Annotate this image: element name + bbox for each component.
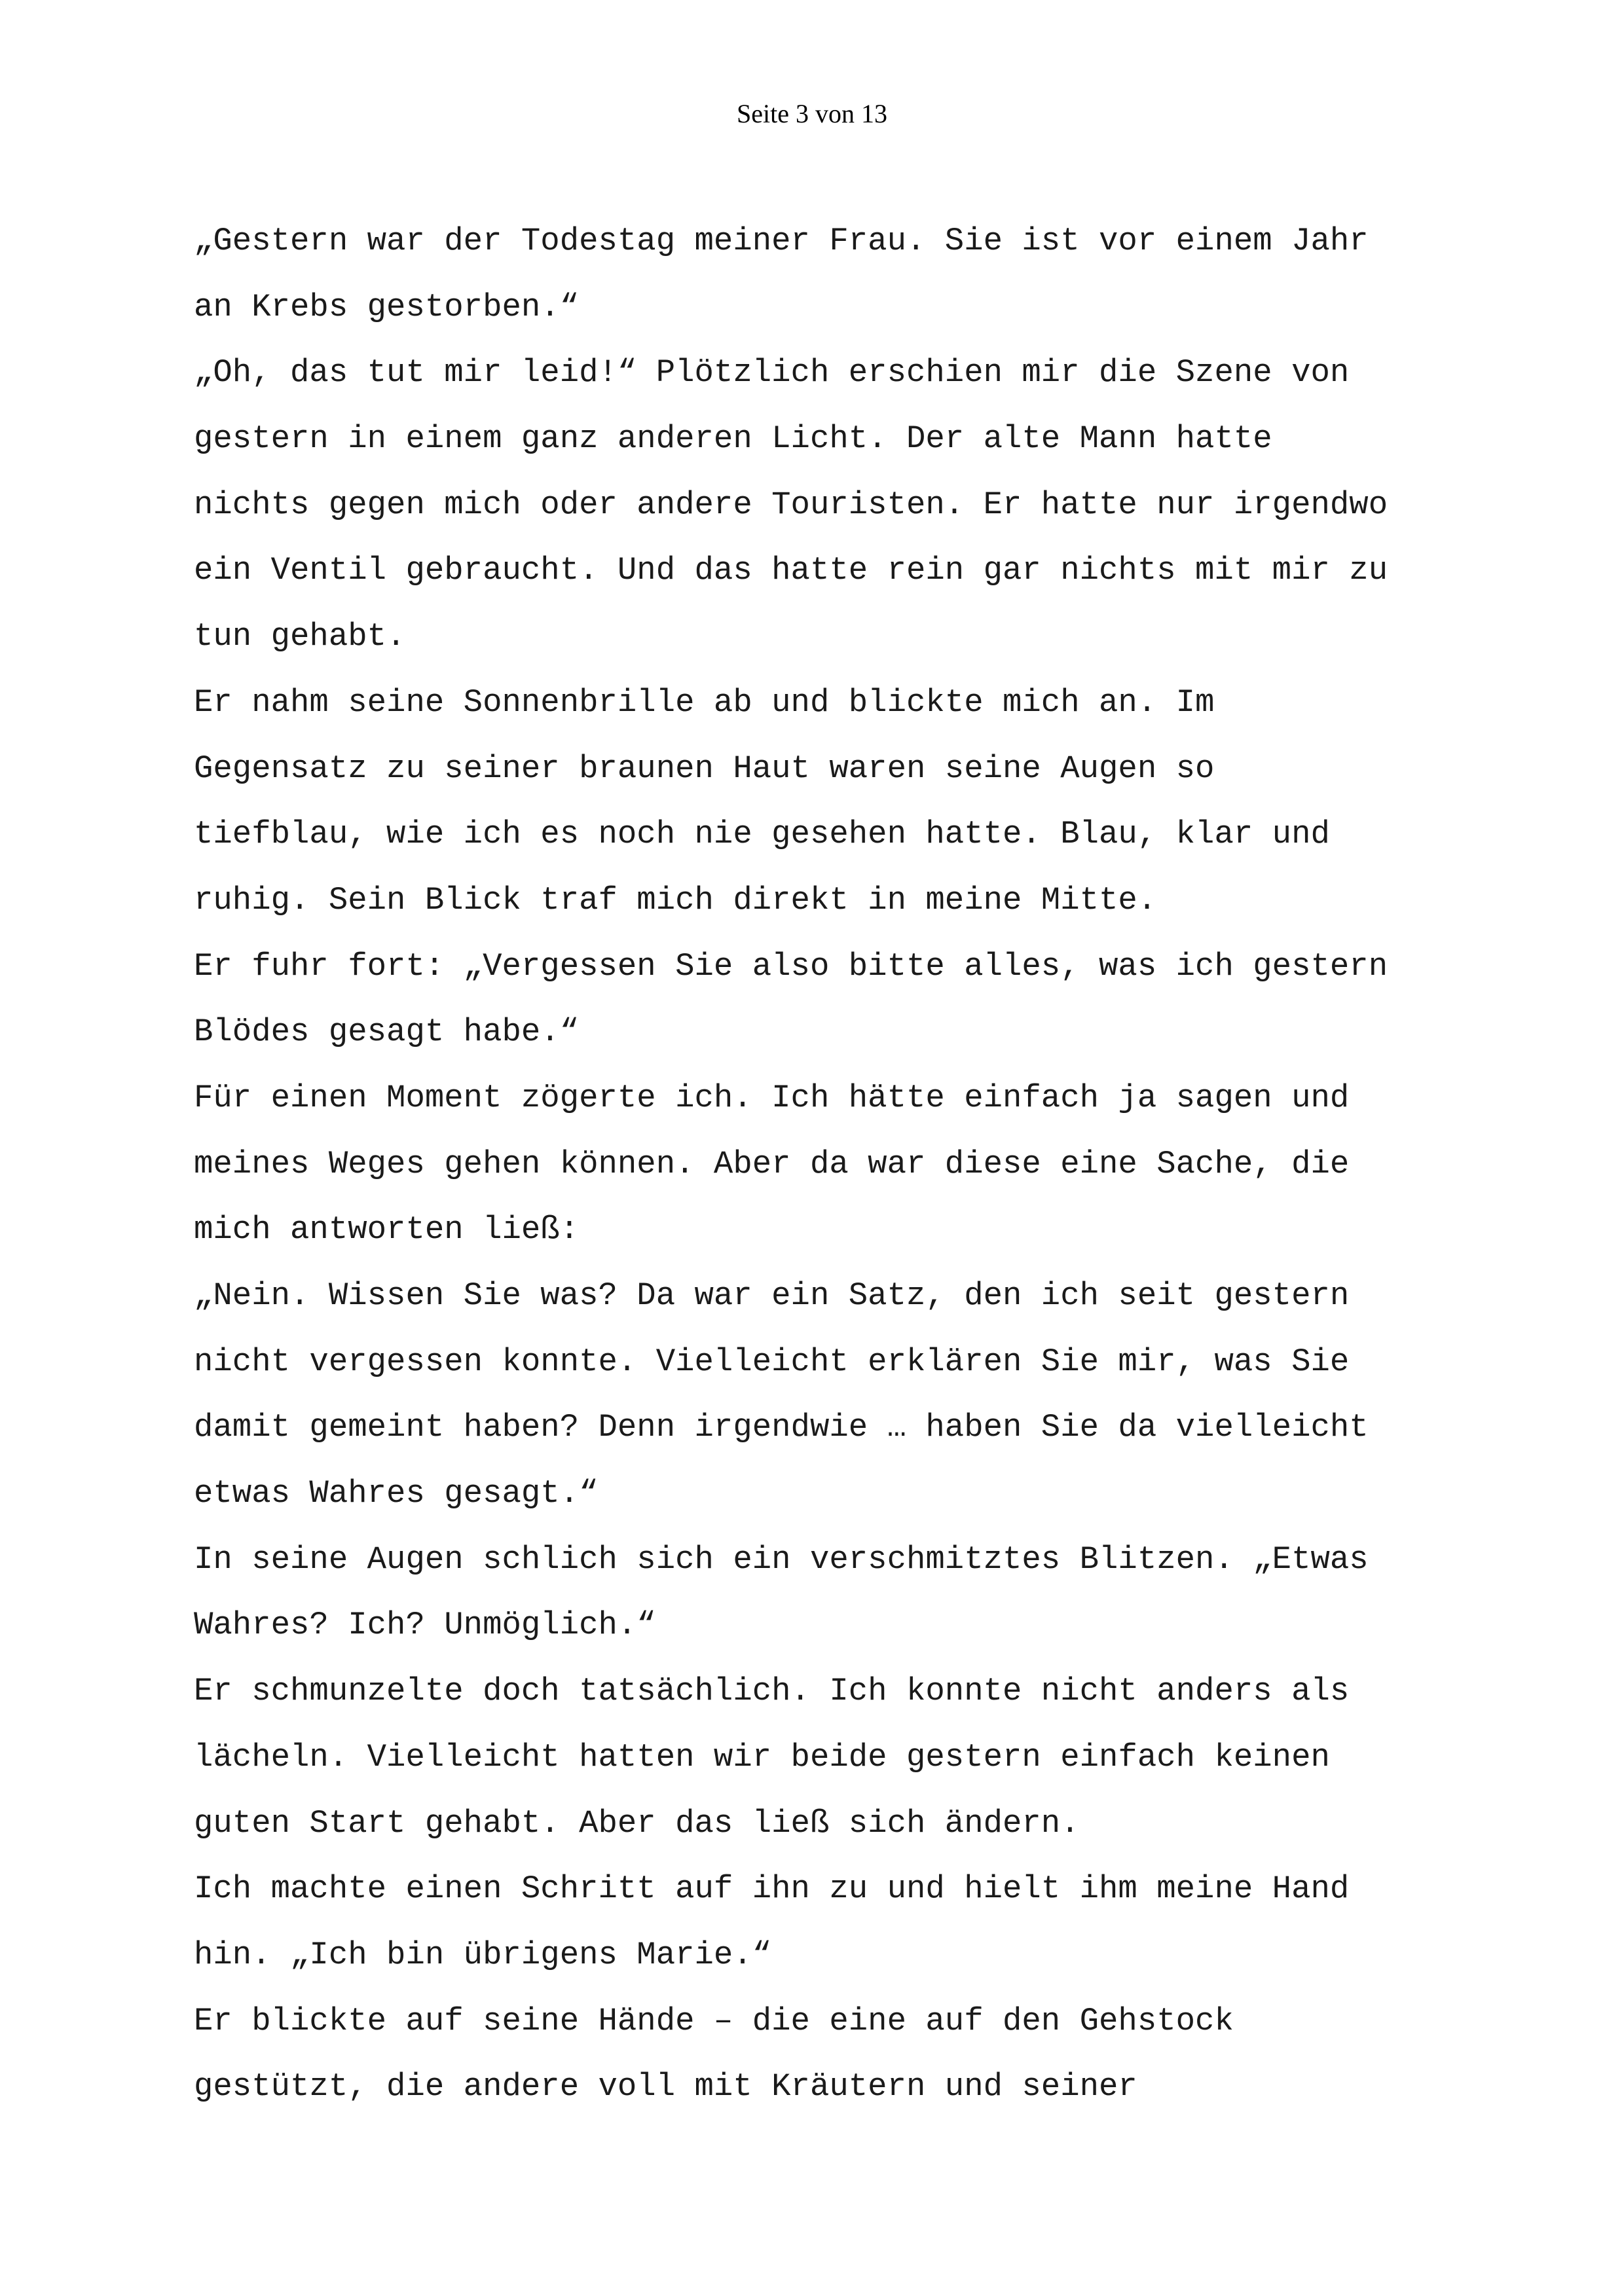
- text-line: lächeln. Vielleicht hatten wir beide gestern einfach keinen: [194, 1738, 1330, 1776]
- text-line: mich antworten ließ:: [194, 1211, 580, 1248]
- text-line: Blödes gesagt habe.“: [194, 1013, 580, 1051]
- text-line: Ich machte einen Schritt auf ihn zu und hielt ihm meine Hand: [194, 1870, 1350, 1908]
- text-line: tun gehabt.: [194, 618, 406, 655]
- text-line: Er blickte auf seine Hände – die eine auf den Gehstock: [194, 2002, 1234, 2039]
- text-line: „Nein. Wissen Sie was? Da war ein Satz, den ich seit gestern: [194, 1277, 1350, 1314]
- text-line: In seine Augen schlich sich ein verschmitztes Blitzen. „Etwas: [194, 1540, 1369, 1578]
- text-line: tiefblau, wie ich es noch nie gesehen hatte. Blau, klar und: [194, 816, 1330, 853]
- text-line: hin. „Ich bin übrigens Marie.“: [194, 1936, 772, 1973]
- text-line: Er schmunzelte doch tatsächlich. Ich konnte nicht anders als: [194, 1673, 1350, 1710]
- text-line: „Oh, das tut mir leid!“ Plötzlich erschien mir die Szene von: [194, 354, 1350, 392]
- text-line: Gegensatz zu seiner braunen Haut waren seine Augen so: [194, 750, 1215, 787]
- text-line: Er fuhr fort: „Vergessen Sie also bitte alles, was ich gestern: [194, 947, 1388, 985]
- text-line: nichts gegen mich oder andere Touristen. Er hatte nur irgendwo: [194, 486, 1388, 523]
- text-line: Wahres? Ich? Unmöglich.“: [194, 1607, 656, 1644]
- text-line: gestützt, die andere voll mit Kräutern und seiner: [194, 2068, 1137, 2105]
- text-line: etwas Wahres gesagt.“: [194, 1475, 599, 1512]
- text-line: Für einen Moment zögerte ich. Ich hätte einfach ja sagen und: [194, 1079, 1350, 1116]
- text-line: Er nahm seine Sonnenbrille ab und blickte mich an. Im: [194, 683, 1215, 721]
- text-line: gestern in einem ganz anderen Licht. Der alte Mann hatte: [194, 420, 1272, 458]
- text-line: „Gestern war der Todestag meiner Frau. Sie ist vor einem Jahr: [194, 223, 1369, 259]
- text-line: nicht vergessen konnte. Vielleicht erklären Sie mir, was Sie: [194, 1343, 1350, 1380]
- text-line: an Krebs gestorben.“: [194, 288, 580, 325]
- body-text: [194, 208, 1471, 2120]
- text-line: meines Weges gehen können. Aber da war diese eine Sache, die: [194, 1145, 1350, 1182]
- text-line: ein Ventil gebraucht. Und das hatte rein gar nichts mit mir zu: [194, 552, 1388, 589]
- text-line: damit gemeint haben? Denn irgendwie … haben Sie da vielleicht: [194, 1409, 1369, 1446]
- text-line: guten Start gehabt. Aber das ließ sich ändern.: [194, 1804, 1080, 1842]
- text-line: ruhig. Sein Blick traf mich direkt in meine Mitte.: [194, 881, 1157, 919]
- page-number-header: Seite 3 von 13: [737, 99, 887, 128]
